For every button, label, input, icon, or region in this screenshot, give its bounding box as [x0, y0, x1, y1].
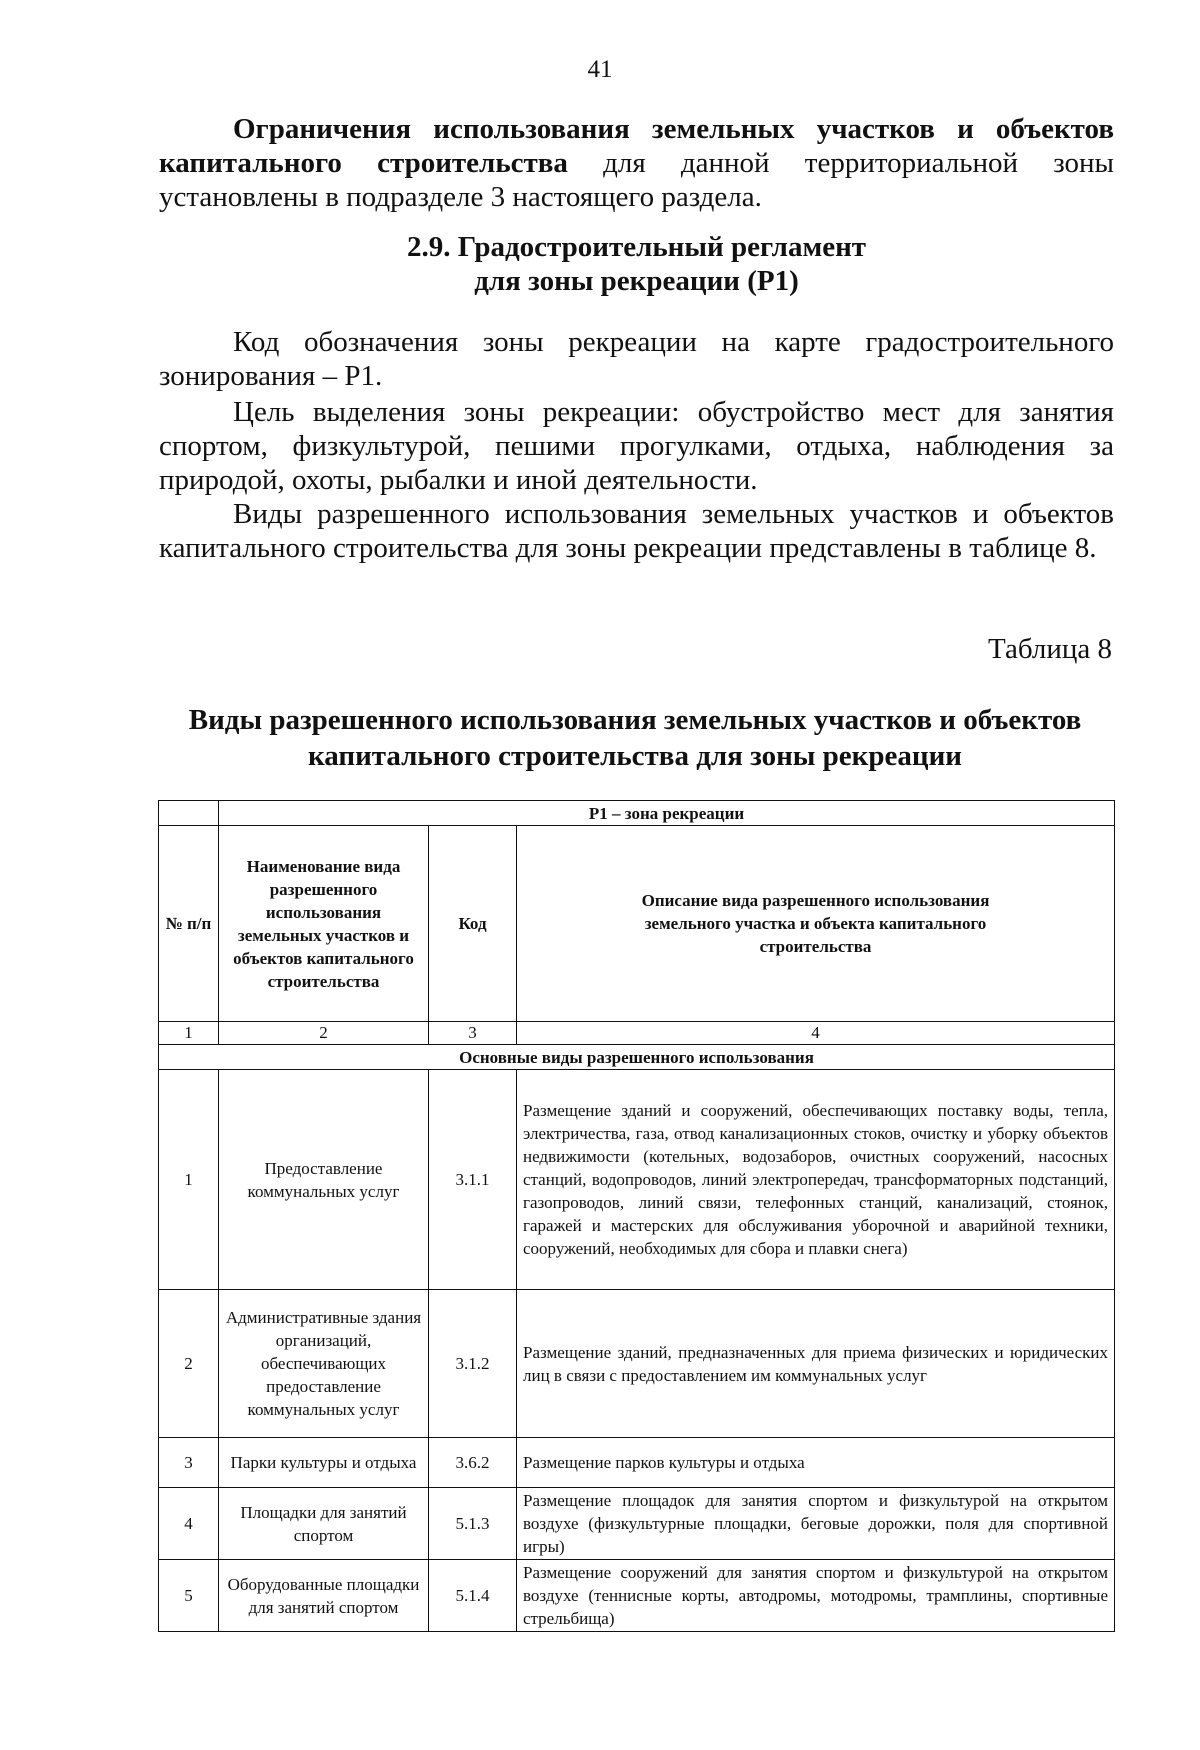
row-code: 5.1.3 — [429, 1488, 517, 1560]
page-number: 41 — [587, 56, 613, 83]
row-num: 1 — [159, 1070, 219, 1290]
intro-rest-text: для данной территориальной зоны установлены в подразделе 3 настоящего раздела. — [159, 147, 1115, 213]
row-code: 3.1.2 — [429, 1290, 517, 1438]
row-name: Парки культуры и отдыха — [219, 1438, 429, 1488]
row-code: 5.1.4 — [429, 1560, 517, 1632]
header-num: № п/п — [159, 826, 219, 1022]
column-number: 1 — [159, 1022, 219, 1045]
row-name: Оборудованные площадки для занятий спортом — [219, 1560, 429, 1632]
zone-header: Р1 – зона рекреации — [219, 801, 1115, 826]
row-description: Размещение сооружений для занятия спортом и физкультурой на открытом воздухе (теннисные корты, автодромы, мотодромы, трамплины, спортивные стрельбища) — [517, 1560, 1115, 1632]
table-row — [159, 1560, 1115, 1632]
row-num: 2 — [159, 1290, 219, 1438]
group-header-row — [159, 1045, 1115, 1070]
section-heading-line2: для зоны рекреации (Р1) — [474, 265, 799, 297]
intro-paragraph — [159, 112, 1114, 214]
row-name: Площадки для занятий спортом — [219, 1488, 429, 1560]
row-num: 3 — [159, 1438, 219, 1488]
table-row — [159, 1070, 1115, 1290]
zone-purpose-paragraph: Цель выделения зоны рекреации: обустройство мест для занятия спортом, физкультурой, пешими прогулками, отдыха, наблюдения за природой, охоты, рыбалки и иной деятельности. — [159, 396, 1114, 496]
column-number: 4 — [517, 1022, 1115, 1045]
table-row — [159, 1438, 1115, 1488]
column-number: 2 — [219, 1022, 429, 1045]
header-description: Описание вида разрешенного использования земельного участка и объекта капитального строительства — [517, 826, 1115, 1022]
zone-uses-paragraph: Виды разрешенного использования земельных участков и объектов капитального строительства для зоны рекреации представлены в таблице 8. — [159, 498, 1114, 564]
section-heading-line1: 2.9. Градостроительный регламент — [406, 231, 867, 263]
row-description: Размещение зданий, предназначенных для приема физических и юридических лиц в связи с предоставлением им коммунальных услуг — [517, 1290, 1115, 1438]
section-heading — [159, 230, 1114, 298]
column-header-row — [159, 826, 1115, 1022]
group-header: Основные виды разрешенного использования — [159, 1045, 1115, 1070]
row-code: 3.1.1 — [429, 1070, 517, 1290]
column-number: 3 — [429, 1022, 517, 1045]
row-name: Административные здания организаций, обеспечивающих предоставление коммунальных услуг — [219, 1290, 429, 1438]
row-description: Размещение площадок для занятия спортом и физкультурой на открытом воздухе (физкультурные площадки, беговые дорожки, поля для спортивной игры) — [517, 1488, 1115, 1560]
table-title-line2: капитального строительства для зоны рекреации — [307, 740, 963, 772]
intro-bold-text: Ограничения использования земельных участков и объектов капитального строительства — [159, 113, 1114, 179]
header-code: Код — [429, 826, 517, 1022]
table-row — [159, 1290, 1115, 1438]
row-name: Предоставление коммунальных услуг — [219, 1070, 429, 1290]
header-name: Наименование вида разрешенного использования земельных участков и объектов капитального строительства — [219, 826, 429, 1022]
column-number-row — [159, 1022, 1115, 1045]
permitted-uses-table — [158, 800, 1115, 1632]
table-caption: Таблица 8 — [987, 633, 1112, 665]
zone-code-paragraph: Код обозначения зоны рекреации на карте градостроительного зонирования – Р1. — [159, 326, 1114, 392]
table-row — [159, 1488, 1115, 1560]
table-title — [150, 702, 1120, 774]
row-num: 4 — [159, 1488, 219, 1560]
row-description: Размещение парков культуры и отдыха — [517, 1438, 1115, 1488]
row-num: 5 — [159, 1560, 219, 1632]
zone-header-row — [159, 801, 1115, 826]
row-description: Размещение зданий и сооружений, обеспечивающих поставку воды, тепла, электричества, газа, отвод канализационных стоков, очистку и уборку объектов недвижимости (котельных, водозаборов, очистных сооружений, насосных станций, водопроводов, линий электропередач, трансформаторных подстанций, газопроводов, линий связи, телефонных станций, канализаций, стоянок, гаражей и мастерских для обслуживания уборочной и аварийной техники, сооружений, необходимых для сбора и плавки снега) — [517, 1070, 1115, 1290]
row-code: 3.6.2 — [429, 1438, 517, 1488]
table-title-line1: Виды разрешенного использования земельных участков и объектов — [188, 704, 1082, 736]
